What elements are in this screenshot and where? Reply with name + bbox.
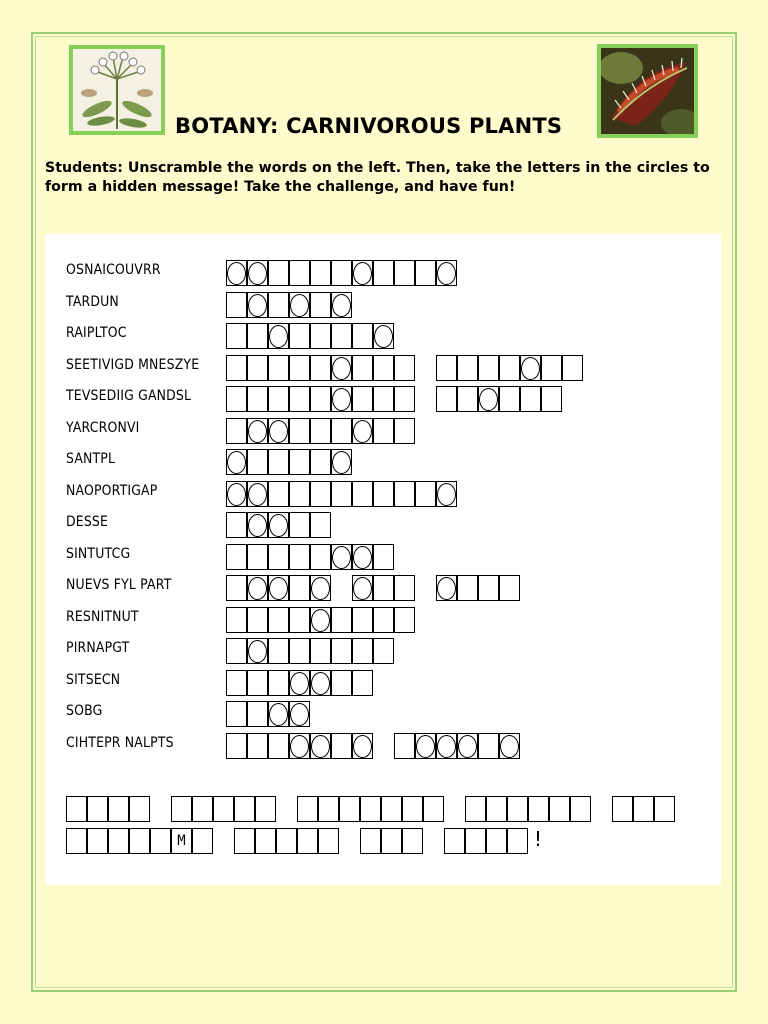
message-letter-box[interactable] (150, 828, 171, 854)
circled-letter-box[interactable] (247, 292, 268, 318)
letter-box[interactable] (478, 575, 499, 601)
circled-letter-box[interactable] (247, 575, 268, 601)
letter-box[interactable] (226, 512, 247, 538)
letter-box[interactable] (436, 386, 457, 412)
message-letter-box[interactable] (402, 796, 423, 822)
puzzle-row (45, 386, 721, 414)
puzzle-row (45, 481, 721, 509)
circled-letter-box[interactable] (331, 292, 352, 318)
message-letter-box[interactable] (108, 828, 129, 854)
message-letter-box[interactable] (381, 796, 402, 822)
letter-box[interactable] (331, 638, 352, 664)
letter-box[interactable] (352, 607, 373, 633)
letter-box[interactable] (520, 386, 541, 412)
letter-box[interactable] (373, 607, 394, 633)
letter-box[interactable] (226, 292, 247, 318)
circled-letter-box[interactable] (247, 512, 268, 538)
circled-letter-box[interactable] (373, 323, 394, 349)
letter-box[interactable] (226, 638, 247, 664)
circled-letter-box[interactable] (226, 481, 247, 507)
letter-box[interactable] (310, 260, 331, 286)
message-letter-box[interactable] (507, 796, 528, 822)
scrambled-word: NAOPORTIGAP (66, 482, 158, 499)
scrambled-word: NUEVS FYL PART (66, 577, 172, 593)
letter-box[interactable] (289, 418, 310, 444)
message-letter-box[interactable] (360, 796, 381, 822)
letter-box[interactable] (499, 575, 520, 601)
letter-box[interactable] (373, 481, 394, 507)
puzzle-row (45, 575, 721, 603)
letter-box[interactable] (268, 260, 289, 286)
message-letter-box[interactable] (465, 828, 486, 854)
circled-letter-box[interactable] (436, 481, 457, 507)
circled-letter-box[interactable] (331, 355, 352, 381)
letter-box[interactable] (268, 292, 289, 318)
letter-box[interactable] (310, 355, 331, 381)
message-letter-box[interactable] (108, 796, 129, 822)
letter-box[interactable] (541, 355, 562, 381)
circled-letter-box[interactable] (289, 292, 310, 318)
exclamation-mark: ! (534, 827, 543, 851)
letter-box[interactable] (289, 323, 310, 349)
letter-box[interactable] (226, 355, 247, 381)
message-line-2 (45, 828, 721, 856)
message-letter-box[interactable] (234, 796, 255, 822)
letter-box[interactable] (310, 418, 331, 444)
puzzle-row (45, 355, 721, 383)
letter-box[interactable] (373, 575, 394, 601)
letter-box[interactable] (394, 481, 415, 507)
letter-box[interactable] (331, 670, 352, 696)
puzzle-panel (45, 234, 721, 885)
circled-letter-box[interactable] (457, 733, 478, 759)
letter-box[interactable] (289, 512, 310, 538)
letter-box[interactable] (352, 481, 373, 507)
letter-box[interactable] (226, 386, 247, 412)
letter-box[interactable] (499, 355, 520, 381)
circled-letter-box[interactable] (226, 449, 247, 475)
puzzle-row (45, 701, 721, 729)
message-letter-box[interactable] (234, 828, 255, 854)
circled-letter-box[interactable] (436, 733, 457, 759)
circled-letter-box[interactable] (499, 733, 520, 759)
letter-box[interactable] (373, 418, 394, 444)
circled-letter-box[interactable] (352, 733, 373, 759)
letter-box[interactable] (310, 481, 331, 507)
letter-box[interactable] (457, 575, 478, 601)
circled-letter-box[interactable] (331, 386, 352, 412)
letter-box[interactable] (331, 733, 352, 759)
letter-box[interactable] (310, 638, 331, 664)
letter-box[interactable] (289, 386, 310, 412)
message-letter-box[interactable] (318, 828, 339, 854)
message-letter-box[interactable] (507, 828, 528, 854)
message-letter-box[interactable] (360, 828, 381, 854)
circled-letter-box[interactable] (436, 575, 457, 601)
letter-box[interactable] (373, 638, 394, 664)
message-letter-box[interactable] (276, 828, 297, 854)
puzzle-row (45, 670, 721, 698)
puzzle-row (45, 544, 721, 572)
message-letter-box[interactable] (444, 828, 465, 854)
letter-box[interactable] (247, 607, 268, 633)
message-letter-box[interactable] (528, 796, 549, 822)
letter-box[interactable] (310, 512, 331, 538)
letter-box[interactable] (499, 386, 520, 412)
message-letter-box[interactable] (297, 828, 318, 854)
letter-box[interactable] (247, 544, 268, 570)
circled-letter-box[interactable] (268, 575, 289, 601)
message-letter-box[interactable] (129, 828, 150, 854)
letter-box[interactable] (352, 386, 373, 412)
letter-box[interactable] (478, 355, 499, 381)
letter-box[interactable] (352, 323, 373, 349)
letter-box[interactable] (373, 260, 394, 286)
letter-box[interactable] (289, 355, 310, 381)
letter-box[interactable] (289, 607, 310, 633)
letter-box[interactable] (268, 638, 289, 664)
letter-box[interactable] (310, 323, 331, 349)
puzzle-row (45, 323, 721, 351)
letter-box[interactable] (289, 260, 310, 286)
puzzle-row (45, 638, 721, 666)
instructions-text: Students: Unscramble the words on the left. Then, take the letters in the circles to form a hidden message! Take the challenge, and have fun! (45, 160, 710, 195)
circled-letter-box[interactable] (478, 386, 499, 412)
letter-box[interactable] (415, 260, 436, 286)
message-letter-box[interactable] (549, 796, 570, 822)
scrambled-word: CIHTEPR NALPTS (66, 734, 174, 751)
letter-box[interactable] (394, 355, 415, 381)
letter-box[interactable] (394, 733, 415, 759)
letter-box[interactable] (394, 575, 415, 601)
message-letter-box[interactable] (423, 796, 444, 822)
letter-box[interactable] (226, 701, 247, 727)
letter-box[interactable] (394, 607, 415, 633)
letter-box[interactable] (415, 481, 436, 507)
circled-letter-box[interactable] (352, 418, 373, 444)
message-letter-box[interactable] (297, 796, 318, 822)
letter-box[interactable] (226, 544, 247, 570)
scrambled-word: TEVSEDIIG GANDSL (66, 388, 192, 404)
puzzle-row (45, 292, 721, 320)
circled-letter-box[interactable] (289, 701, 310, 727)
letter-box[interactable] (394, 260, 415, 286)
scrambled-word: SANTPL (66, 451, 116, 467)
letter-box[interactable] (373, 544, 394, 570)
letter-box[interactable] (394, 418, 415, 444)
scrambled-word: TARDUN (66, 293, 119, 310)
message-letter-box[interactable] (66, 828, 87, 854)
message-letter-box[interactable] (255, 796, 276, 822)
scrambled-word: SINTUTCG (66, 545, 131, 562)
letter-box[interactable] (457, 355, 478, 381)
circled-letter-box[interactable] (310, 607, 331, 633)
circled-letter-box[interactable] (415, 733, 436, 759)
message-letter-box[interactable] (381, 828, 402, 854)
letter-box[interactable] (331, 481, 352, 507)
message-letter-box[interactable] (465, 796, 486, 822)
letter-box[interactable] (394, 386, 415, 412)
letter-box[interactable] (373, 355, 394, 381)
letter-box[interactable] (247, 355, 268, 381)
circled-letter-box[interactable] (331, 449, 352, 475)
letter-box[interactable] (478, 733, 499, 759)
letter-box[interactable] (268, 607, 289, 633)
letter-box[interactable] (352, 638, 373, 664)
letter-box[interactable] (247, 449, 268, 475)
letter-box[interactable] (226, 733, 247, 759)
letter-box[interactable] (226, 670, 247, 696)
puzzle-row (45, 733, 721, 761)
letter-box[interactable] (373, 386, 394, 412)
message-letter-box[interactable] (192, 796, 213, 822)
scrambled-word: DESSE (66, 514, 109, 530)
circled-letter-box[interactable] (352, 544, 373, 570)
letter-box[interactable] (289, 638, 310, 664)
puzzle-row (45, 607, 721, 635)
scrambled-word: RESNITNUT (66, 608, 139, 625)
scrambled-word: SITSECN (66, 671, 121, 688)
message-letter-box[interactable] (612, 796, 633, 822)
message-letter-box[interactable] (66, 796, 87, 822)
circled-letter-box[interactable] (352, 260, 373, 286)
letter-box[interactable] (310, 292, 331, 318)
circled-letter-box[interactable] (247, 260, 268, 286)
message-letter-box[interactable] (486, 828, 507, 854)
letter-box[interactable] (247, 701, 268, 727)
message-letter-box[interactable] (318, 796, 339, 822)
circled-letter-box[interactable] (226, 260, 247, 286)
circled-letter-box[interactable] (310, 733, 331, 759)
letter-box[interactable] (289, 481, 310, 507)
letter-box[interactable] (352, 355, 373, 381)
message-letter-box[interactable] (192, 828, 213, 854)
circled-letter-box[interactable] (352, 575, 373, 601)
scrambled-word: YARCRONVI (66, 419, 140, 436)
letter-box[interactable] (247, 670, 268, 696)
message-letter-box[interactable] (654, 796, 675, 822)
letter-box[interactable] (541, 386, 562, 412)
message-letter-box[interactable] (339, 796, 360, 822)
letter-box[interactable] (457, 386, 478, 412)
letter-box[interactable] (331, 418, 352, 444)
puzzle-row (45, 260, 721, 288)
scrambled-word: OSNAICOUVRR (66, 262, 161, 278)
scrambled-word: SEETIVIGD MNESZYE (66, 356, 200, 373)
message-letter-box[interactable] (87, 828, 108, 854)
letter-box[interactable] (268, 670, 289, 696)
letter-box[interactable] (268, 544, 289, 570)
letter-box[interactable] (331, 607, 352, 633)
circled-letter-box[interactable] (310, 575, 331, 601)
circled-letter-box[interactable] (247, 481, 268, 507)
letter-box[interactable] (247, 733, 268, 759)
letter-box[interactable] (289, 544, 310, 570)
botanical-plant-image (69, 45, 165, 135)
letter-box[interactable] (289, 575, 310, 601)
circled-letter-box[interactable] (520, 355, 541, 381)
circled-letter-box[interactable] (268, 512, 289, 538)
letter-box[interactable] (247, 386, 268, 412)
letter-box[interactable] (226, 323, 247, 349)
circled-letter-box[interactable] (289, 670, 310, 696)
circled-letter-box[interactable] (247, 418, 268, 444)
scrambled-word: SOBG (66, 703, 103, 719)
letter-box[interactable] (268, 386, 289, 412)
letter-box[interactable] (310, 449, 331, 475)
letter-box[interactable] (562, 355, 583, 381)
letter-box[interactable] (268, 481, 289, 507)
letter-box[interactable] (268, 355, 289, 381)
scrambled-word: RAIPLTOC (66, 325, 127, 341)
letter-box[interactable] (310, 544, 331, 570)
circled-letter-box[interactable] (268, 418, 289, 444)
message-letter-box[interactable] (570, 796, 591, 822)
message-letter-box[interactable] (486, 796, 507, 822)
message-letter-box[interactable] (633, 796, 654, 822)
given-letter: M (177, 833, 186, 849)
letter-box[interactable] (310, 386, 331, 412)
message-line-1 (45, 796, 721, 824)
scrambled-word: PIRNAPGT (66, 640, 130, 656)
letter-box[interactable] (226, 418, 247, 444)
letter-box[interactable] (436, 355, 457, 381)
message-letter-box[interactable] (171, 796, 192, 822)
page-title: BOTANY: CARNIVOROUS PLANTS (175, 114, 563, 138)
letter-box[interactable] (331, 323, 352, 349)
puzzle-row (45, 418, 721, 446)
puzzle-row (45, 512, 721, 540)
circled-letter-box[interactable] (289, 733, 310, 759)
circled-letter-box[interactable] (268, 323, 289, 349)
puzzle-row (45, 449, 721, 477)
letter-box[interactable] (247, 323, 268, 349)
circled-letter-box[interactable] (331, 544, 352, 570)
letter-box[interactable] (226, 607, 247, 633)
message-letter-box[interactable] (129, 796, 150, 822)
message-letter-box[interactable] (402, 828, 423, 854)
circled-letter-box[interactable] (268, 701, 289, 727)
message-letter-box[interactable] (213, 796, 234, 822)
letter-box[interactable] (289, 449, 310, 475)
message-letter-box[interactable] (255, 828, 276, 854)
message-letter-box[interactable] (171, 828, 192, 854)
circled-letter-box[interactable] (247, 638, 268, 664)
message-letter-box[interactable] (87, 796, 108, 822)
letter-box[interactable] (268, 449, 289, 475)
letter-box[interactable] (226, 575, 247, 601)
circled-letter-box[interactable] (310, 670, 331, 696)
letter-box[interactable] (352, 670, 373, 696)
letter-box[interactable] (331, 260, 352, 286)
circled-letter-box[interactable] (436, 260, 457, 286)
venus-flytrap-image (597, 44, 698, 138)
letter-box[interactable] (268, 733, 289, 759)
